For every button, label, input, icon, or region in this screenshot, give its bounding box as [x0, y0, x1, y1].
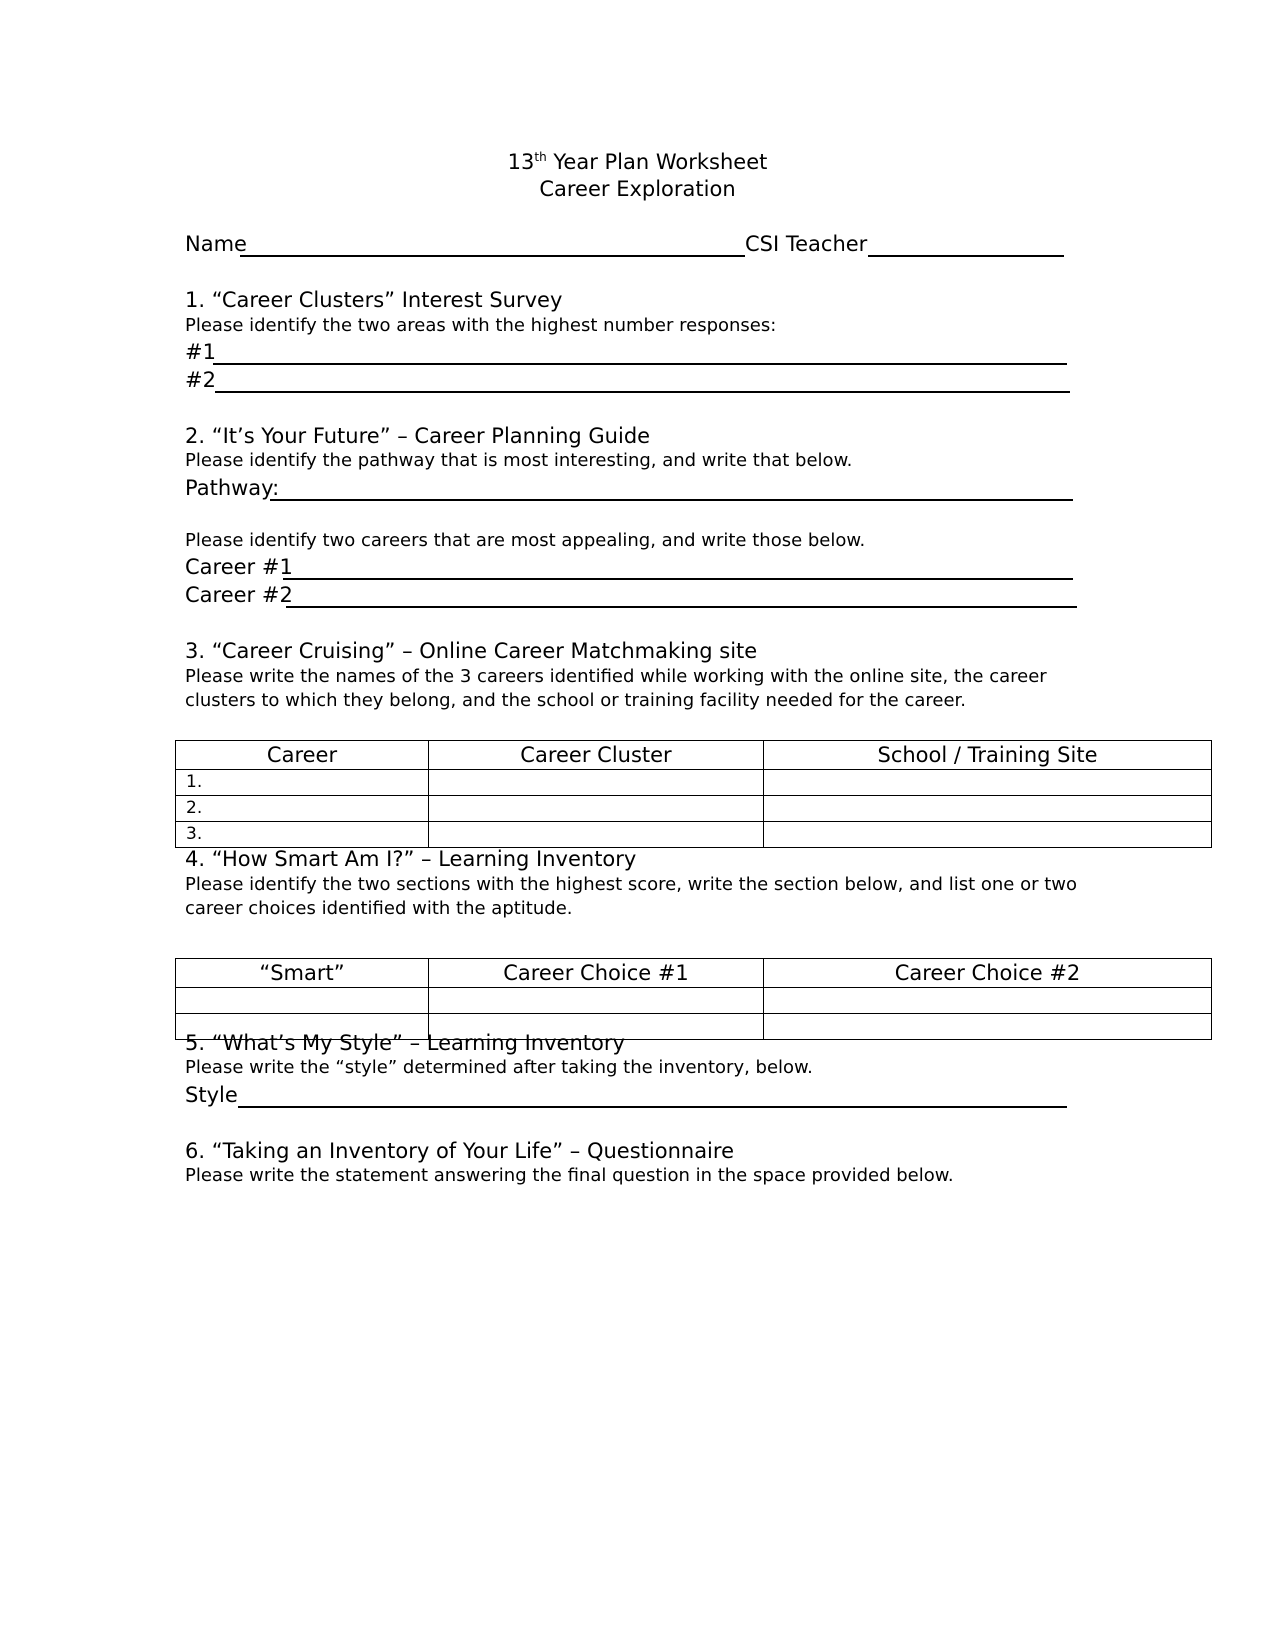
- school-training-site-cell[interactable]: [764, 770, 1212, 796]
- column-header: Career Cluster: [429, 741, 764, 770]
- career-2-label: Career #2: [185, 583, 293, 607]
- career-cell[interactable]: 2.: [176, 796, 429, 822]
- how-smart-table: [175, 958, 1212, 1040]
- career-2-field[interactable]: [286, 606, 1077, 608]
- career-choice-1-cell[interactable]: [429, 988, 764, 1014]
- csi-teacher-label: CSI Teacher: [745, 232, 868, 256]
- page-title: [0, 150, 1275, 174]
- smart-cell[interactable]: [176, 988, 429, 1014]
- area-2-label: #2: [185, 368, 216, 392]
- csi-teacher-field[interactable]: [868, 255, 1064, 257]
- name-field[interactable]: [240, 255, 745, 257]
- table-row: [176, 988, 1212, 1014]
- table-header-row: [176, 959, 1212, 988]
- section-2-heading: 2. “It’s Your Future” – Career Planning Guide: [185, 424, 651, 448]
- section-4-heading: 4. “How Smart Am I?” – Learning Inventory: [185, 847, 637, 871]
- title-superscript: th: [534, 150, 547, 164]
- career-1-field[interactable]: [283, 578, 1073, 580]
- title-suffix: Year Plan Worksheet: [546, 150, 768, 174]
- section-6-heading: 6. “Taking an Inventory of Your Life” – Questionnaire: [185, 1139, 734, 1163]
- section-3-instruction-line-1: Please write the names of the 3 careers identified while working with the online site, the career: [185, 666, 1047, 687]
- career-cluster-cell[interactable]: [429, 822, 764, 848]
- school-training-site-cell[interactable]: [764, 822, 1212, 848]
- section-4-instruction-line-2: career choices identified with the aptitude.: [185, 898, 573, 919]
- table-row: [176, 796, 1212, 822]
- section-1-heading: 1. “Career Clusters” Interest Survey: [185, 288, 563, 312]
- career-cluster-cell[interactable]: [429, 796, 764, 822]
- section-3-heading: 3. “Career Cruising” – Online Career Matchmaking site: [185, 639, 758, 663]
- column-header: “Smart”: [176, 959, 429, 988]
- school-training-site-cell[interactable]: [764, 796, 1212, 822]
- career-cell[interactable]: 3.: [176, 822, 429, 848]
- area-1-field[interactable]: [213, 363, 1067, 365]
- title-prefix: 13: [507, 150, 535, 174]
- section-3-instruction-line-2: clusters to which they belong, and the school or training facility needed for the career.: [185, 690, 967, 711]
- column-header: School / Training Site: [764, 741, 1212, 770]
- section-5-instruction: Please write the “style” determined after taking the inventory, below.: [185, 1057, 813, 1078]
- section-1-instruction: Please identify the two areas with the highest number responses:: [185, 315, 777, 336]
- page-subtitle: Career Exploration: [539, 177, 736, 201]
- section-2-instruction: Please identify the pathway that is most interesting, and write that below.: [185, 450, 853, 471]
- section-5-heading: 5. “What’s My Style” – Learning Inventory: [185, 1031, 625, 1055]
- area-2-field[interactable]: [215, 391, 1070, 393]
- section-2-instruction-2: Please identify two careers that are most appealing, and write those below.: [185, 530, 866, 551]
- career-choice-2-cell[interactable]: [764, 1014, 1212, 1040]
- column-header: Career: [176, 741, 429, 770]
- pathway-field[interactable]: [270, 499, 1073, 501]
- career-cell[interactable]: 1.: [176, 770, 429, 796]
- style-field[interactable]: [238, 1106, 1067, 1108]
- table-row: [176, 770, 1212, 796]
- area-1-label: #1: [185, 340, 216, 364]
- career-1-label: Career #1: [185, 555, 293, 579]
- column-header: Career Choice #2: [764, 959, 1212, 988]
- section-4-instruction-line-1: Please identify the two sections with the highest score, write the section below, and list one or two: [185, 874, 1078, 895]
- name-label: Name: [185, 232, 247, 256]
- career-choice-2-cell[interactable]: [764, 988, 1212, 1014]
- career-cluster-cell[interactable]: [429, 770, 764, 796]
- table-row: [176, 822, 1212, 848]
- section-6-instruction: Please write the statement answering the final question in the space provided below.: [185, 1165, 954, 1186]
- column-header: Career Choice #1: [429, 959, 764, 988]
- career-cruising-table: [175, 740, 1212, 848]
- pathway-label: Pathway:: [185, 476, 280, 500]
- table-header-row: [176, 741, 1212, 770]
- style-label: Style: [185, 1083, 238, 1107]
